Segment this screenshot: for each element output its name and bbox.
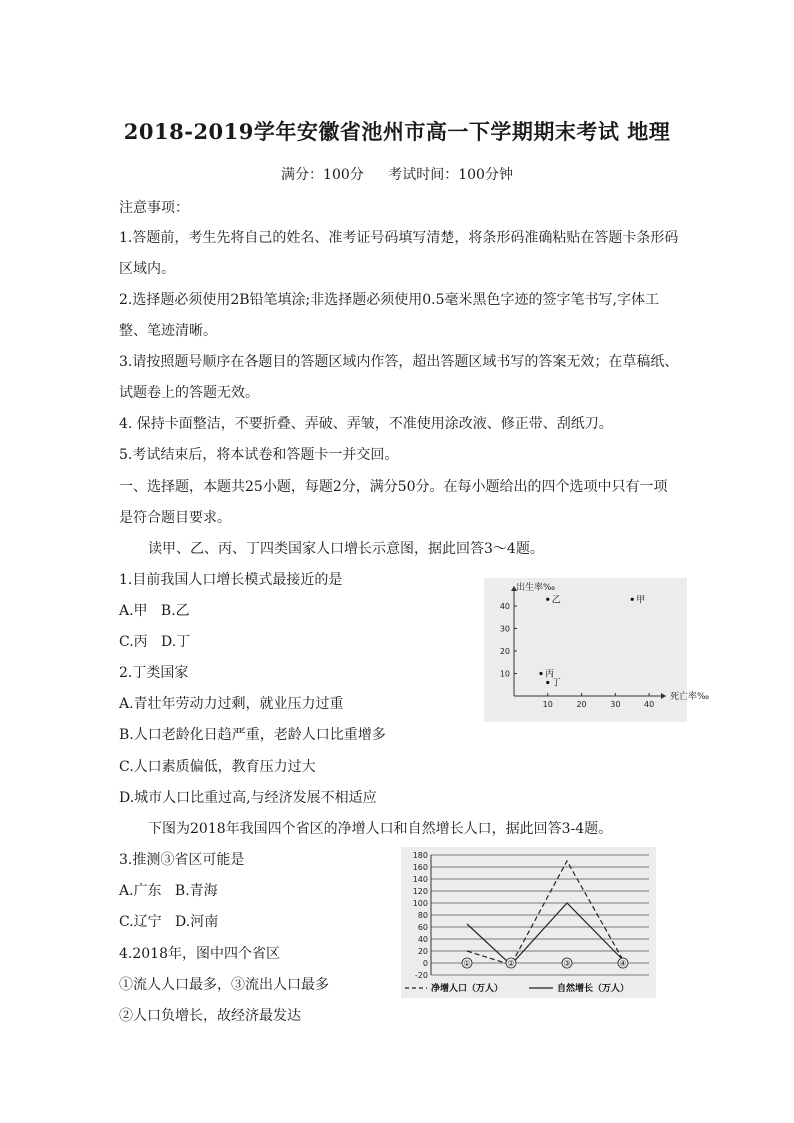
question-1-options: C.丙 D.丁 bbox=[119, 634, 191, 650]
exam-info bbox=[0, 164, 794, 184]
y-tick-label: 30 bbox=[499, 624, 510, 634]
scatter-plot bbox=[484, 578, 710, 722]
y-tick-label: 0 bbox=[422, 959, 428, 968]
note-line: 区域内。 bbox=[119, 261, 175, 277]
note-line: 3.请按照题号顺序在各题目的答题区域内作答，超出答题区域书写的答案无效；在草稿纸、 bbox=[119, 354, 679, 370]
y-axis-label: 出生率‰ bbox=[516, 583, 556, 593]
series-line bbox=[467, 903, 623, 965]
question-1-stem: 1.目前我国人口增长模式最接近的是 bbox=[119, 572, 343, 588]
data-point bbox=[546, 598, 549, 601]
series-line bbox=[467, 861, 623, 965]
y-tick-label: 40 bbox=[499, 602, 510, 611]
point-label: 乙 bbox=[551, 595, 561, 606]
note-line: 5.考试结束后，将本试卷和答题卡一并交回。 bbox=[119, 447, 399, 463]
y-tick-label: 100 bbox=[412, 899, 428, 908]
y-tick-label: 20 bbox=[417, 947, 428, 956]
category-label: ① bbox=[463, 959, 471, 968]
category-label: ④ bbox=[619, 959, 627, 968]
y-tick-label: 140 bbox=[412, 875, 428, 884]
legend-label: 自然增长（万人） bbox=[557, 984, 630, 994]
question-3-options: C.辽宁 D.河南 bbox=[119, 914, 219, 930]
x-tick-label: 10 bbox=[542, 700, 553, 709]
line-chart bbox=[401, 847, 656, 998]
note-line: 试题卷上的答题无效。 bbox=[119, 385, 259, 401]
x-tick-label: 40 bbox=[644, 700, 655, 709]
section-heading: 一、选择题，本题共25小题，每题2分，满分50分。在每小题给出的四个选项中只有一项 bbox=[119, 479, 668, 495]
question-2-option-a: A.青壮年劳动力过剩，就业压力过重 bbox=[119, 696, 344, 712]
data-point bbox=[546, 681, 549, 684]
question-4-option-1: ①流人人口最多，③流出人口最多 bbox=[119, 977, 329, 993]
full-score: 满分：100分 bbox=[281, 167, 364, 183]
exam-time: 考试时间：100分钟 bbox=[388, 167, 513, 183]
question-2-option-b: B.人口老龄化日趋严重，老龄人口比重增多 bbox=[119, 727, 386, 743]
question-1-options: A.甲 B.乙 bbox=[119, 603, 190, 619]
note-line: 1.答题前，考生先将自己的姓名、准考证号码填写清楚，将条形码准确粘贴在答题卡条形码 bbox=[119, 230, 679, 246]
x-axis-label: 死亡率‰ bbox=[670, 692, 710, 702]
point-label: 甲 bbox=[636, 595, 646, 606]
intro-text: 读甲、乙、丙、丁四类国家人口增长示意图，据此回答3～4题。 bbox=[148, 541, 544, 557]
y-tick-label: 180 bbox=[412, 851, 428, 860]
category-label: ② bbox=[507, 959, 515, 968]
page-title: 2018-2019学年安徽省池州市高一下学期期末考试 地理 bbox=[123, 119, 671, 144]
question-3-options: A.广东 B.青海 bbox=[119, 883, 218, 899]
note-line: 整、笔迹清晰。 bbox=[119, 323, 217, 339]
category-label: ③ bbox=[563, 959, 571, 968]
y-tick-label: 120 bbox=[412, 887, 428, 896]
data-point bbox=[539, 672, 542, 675]
y-tick-label: 40 bbox=[417, 935, 428, 944]
y-tick-label: 10 bbox=[499, 669, 510, 679]
question-3-stem: 3.推测③省区可能是 bbox=[119, 852, 245, 868]
population-growth-chart bbox=[401, 847, 656, 998]
x-axis-arrow bbox=[661, 693, 666, 699]
note-line: 2.选择题必须使用2B铅笔填涂;非选择题必须使用0.5毫米黑色字迹的签字笔书写,字体工 bbox=[119, 292, 659, 308]
x-tick-label: 20 bbox=[576, 700, 587, 709]
y-tick-label: 80 bbox=[417, 911, 428, 920]
x-tick-label: 30 bbox=[610, 700, 621, 709]
intro-text: 下图为2018年我国四个省区的净增人口和自然增长人口，据此回答3-4题。 bbox=[148, 821, 613, 837]
legend-label: 净增人口（万人） bbox=[431, 984, 504, 994]
birth-death-rate-chart bbox=[484, 578, 710, 722]
question-2-option-d: D.城市人口比重过高,与经济发展不相适应 bbox=[119, 790, 377, 806]
point-label: 丁 bbox=[551, 678, 561, 689]
section-heading-cont: 是符合题目要求。 bbox=[119, 510, 231, 526]
question-2-stem: 2.丁类国家 bbox=[119, 665, 189, 681]
note-line: 4. 保持卡面整洁，不要折叠、弄破、弄皱，不准使用涂改液、修正带、刮纸刀。 bbox=[119, 416, 613, 432]
point-label: 丙 bbox=[545, 669, 555, 680]
data-point bbox=[631, 598, 634, 601]
y-tick-label: 60 bbox=[417, 923, 428, 932]
y-tick-label: 160 bbox=[412, 863, 428, 872]
y-tick-label: 20 bbox=[499, 647, 510, 656]
y-tick-label: -20 bbox=[414, 971, 428, 980]
question-2-option-c: C.人口素质偏低，教育压力过大 bbox=[119, 759, 316, 775]
question-4-stem: 4.2018年，图中四个省区 bbox=[119, 946, 280, 962]
question-4-option-2: ②人口负增长，故经济最发达 bbox=[119, 1008, 301, 1024]
notes-heading: 注意事项： bbox=[119, 200, 189, 216]
